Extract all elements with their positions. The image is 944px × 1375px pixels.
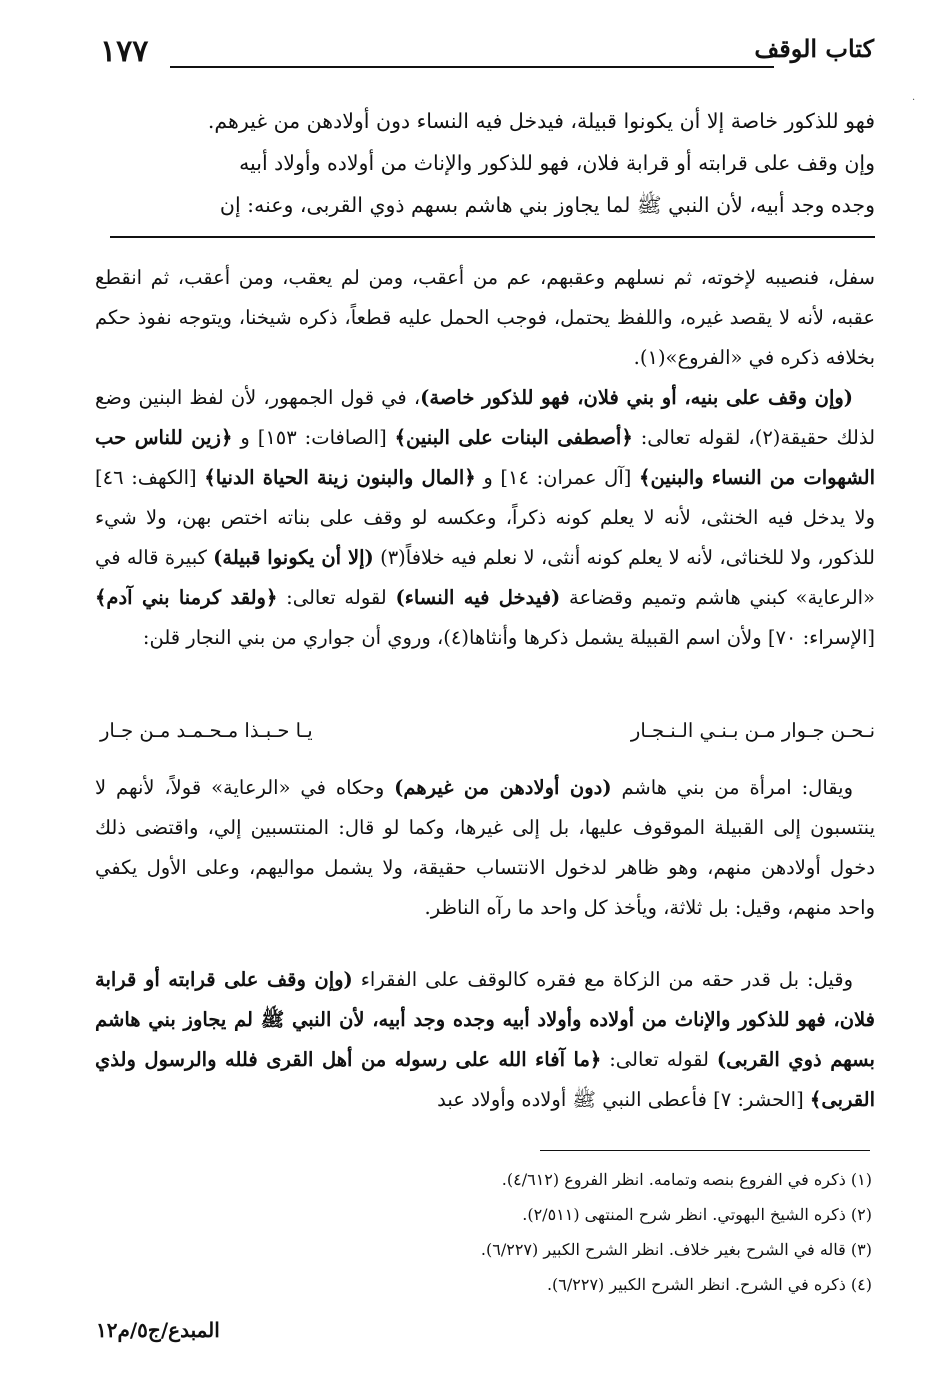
- quran-verse: ﴿زين للناس حب الشهوات من النساء والبنين﴾: [95, 426, 875, 489]
- page-number: ١٧٧: [100, 34, 149, 69]
- commentary-paragraph: [95, 960, 875, 1120]
- commentary-text: وحكاه في «الرعاية» قولاً، لأنهم لا ينتسبون إلى القبيلة الموقوف عليها، بل إلى غيرها، وكما لو قال: المنتسبين إلي، واقتضى ذلك دخول أولادهن منهم، وهو ظاهر لدخول الانتساب حقيقة، ولا يشمل مواليهم، وعلى الأول يكفي واحد منهم، وقيل: بل ثلاثة، ويأخذ كل واحد ما رآه الناظر.: [95, 776, 875, 919]
- quran-verse: ﴿المال والبنون زينة الحياة الدنيا﴾: [204, 466, 476, 489]
- commentary-text: وقيل: بل قدر حقه من الزكاة مع فقره كالوقف على الفقراء: [352, 968, 854, 991]
- footnote-divider: [540, 1150, 870, 1151]
- footnote-item: (٢) ذكره الشيخ البهوتي. انظر شرح المنتهى (٢/٥١١).: [522, 1205, 872, 1224]
- quoted-matn: (وإن وقف على بنيه، أو بني فلان، فهو للذكور خاصة): [420, 386, 854, 409]
- main-text-line: وجده وجد أبيه، لأن النبي ﷺ لما يجاوز بني هاشم بسهم ذوي القربى، وعنه: إن: [219, 193, 875, 217]
- header-rule: [170, 66, 774, 68]
- commentary-text: [الإسراء: ٧٠] ولأن اسم القبيلة يشمل ذكرها وأنثاها(٤)، وروي أن جواري من بني النجار قلن:: [142, 626, 875, 649]
- verse-second-hemistich: يـا حـبـذا مـحـمـد مـن جـار: [100, 719, 313, 742]
- quoted-matn: (دون أولادهن من غيرهم): [394, 776, 612, 799]
- quran-verse: ﴿ولقد كرمنا بني آدم﴾: [95, 586, 278, 609]
- commentary-text: [الصافات: ١٥٣] و: [232, 426, 395, 449]
- commentary-part-1: [95, 258, 875, 658]
- main-text-line: وإن وقف على قرابته أو قرابة فلان، فهو للذكور والإناث من أولاده وأولاد أبيه: [239, 151, 875, 175]
- commentary-text: [الكهف: ٤٦] ولا يدخل فيه الخنثى، لأنه لا يعلم كونه ذكراً، وعكسه لو وقف على بناته اختص بهن، ولا شيء للذكور، ولا للخناثى، لأنه لا يعلم كونه أنثى، لا نعلم فيه خلافاً(٣): [95, 466, 876, 569]
- footnotes: [172, 1162, 872, 1302]
- commentary-text: لقوله تعالى:: [601, 1048, 717, 1071]
- commentary-part-3: [95, 960, 875, 1120]
- commentary-paragraph: [95, 768, 875, 928]
- commentary-paragraph: [95, 378, 875, 658]
- commentary-text: [آل عمران: ١٤] و: [475, 466, 640, 489]
- quran-verse: ﴿أصطفى البنات على البنين﴾: [394, 426, 633, 449]
- quoted-matn: (وإن وقف على قرابته أو قرابة فلان، فهو للذكور والإناث من أولاده وأولاد أبيه وجده وجد أبيه، لأن النبي ﷺ لم يجاوز بني هاشم بسهم ذوي القربى): [95, 968, 875, 1071]
- footnote-item: (٤) ذكره في الشرح. انظر الشرح الكبير (٦/٢٢٧).: [546, 1275, 872, 1294]
- quran-verse: ﴿ما آفاء الله على رسوله من أهل القرى فلله والرسول ولذي القربى﴾: [95, 1048, 875, 1111]
- commentary-paragraph: سفل، فنصيبه لإخوته، ثم نسلهم وعقبهم، عم من أعقب، ومن لم يعقب، ومن أعقب، ثم انقطع عقبه، لأنه لا يقصد غيره، واللفظ يحتمل، فوجب الحمل عليه قطعاً، ذكره شيخنا، ويتوجه نفوذ حكم بخلافه ذكره في «الفروع»(١).: [95, 266, 875, 369]
- commentary-text: لقوله تعالى:: [277, 586, 396, 609]
- main-text-line: فهو للذكور خاصة إلا أن يكونوا قبيلة، فيدخل فيه النساء دون أولادهن من غيرهم.: [207, 109, 875, 133]
- quoted-matn: (فيدخل فيه النساء): [395, 586, 561, 609]
- footnote-item: (١) ذكره في الفروع بنصه وتمامه. انظر الفروع (٤/٦١٢).: [501, 1170, 872, 1189]
- quoted-matn: (إلا أن يكونوا قبيلة): [213, 546, 374, 569]
- commentary-text: ، في قول الجمهور، لأن لفظ البنين وضع لذلك حقيقة(٢)، لقوله تعالى:: [95, 386, 876, 449]
- volume-signature: المبدع/ج٥/م١٢: [96, 1318, 220, 1342]
- text-divider: [110, 236, 875, 238]
- poetry-verse: [100, 715, 875, 755]
- commentary-text: [الحشر: ٧] فأعطى النبي ﷺ أولاده وأولاد عبد: [437, 1088, 810, 1111]
- margin-dot: ·: [912, 95, 916, 106]
- verse-first-hemistich: نـحـن جـوار مـن بـنـي الـنـجـار: [630, 719, 875, 742]
- commentary-text: كبيرة قاله في «الرعاية» كبني هاشم وتميم وقضاعة: [95, 546, 875, 609]
- running-header: [100, 26, 874, 82]
- commentary-text: ويقال: امرأة من بني هاشم: [611, 776, 853, 799]
- main-text: [95, 100, 875, 226]
- commentary-part-2: [95, 768, 875, 928]
- footnote-item: (٣) قاله في الشرح بغير خلاف. انظر الشرح الكبير (٦/٢٢٧).: [480, 1240, 872, 1259]
- chapter-title: كتاب الوقف: [754, 34, 874, 63]
